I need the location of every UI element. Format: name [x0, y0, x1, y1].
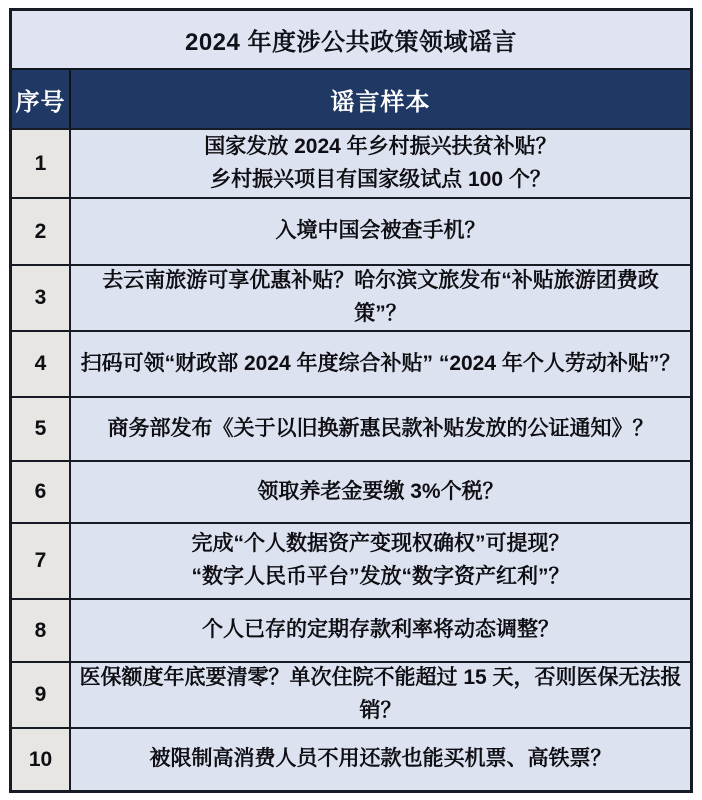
rumor-text-line: 去云南旅游可享优惠补贴？哈尔滨文旅发布“补贴旅游团费政策”？: [102, 269, 659, 325]
table-row: [12, 264, 690, 330]
rumor-text-cell: [71, 332, 690, 396]
row-index-cell: 6: [12, 462, 71, 522]
row-index-cell: 9: [12, 663, 71, 727]
row-index-cell: 4: [12, 332, 71, 396]
rumor-text-cell: [71, 462, 690, 522]
rumor-text-line: “数字人民币平台”发放“数字资产红利”？: [191, 565, 570, 588]
row-index-cell: 8: [12, 600, 71, 661]
rumor-text-cell: [71, 266, 690, 330]
rumor-text-line: 扫码可领“财政部 2024 年度综合补贴” “2024 年个人劳动补贴”？: [80, 351, 681, 375]
rumor-text-cell: [71, 729, 690, 790]
table-row: [12, 197, 690, 264]
rumor-table: [9, 8, 693, 793]
table-row: [12, 661, 690, 727]
row-index-cell: 7: [12, 524, 71, 598]
rumor-text-line: 乡村振兴项目有国家级试点 100 个？: [210, 167, 551, 191]
column-header-index: 序号: [12, 70, 71, 128]
column-header-rumor-sample: 谣言样本: [330, 88, 431, 116]
table-row: [12, 522, 690, 598]
table-row: [12, 598, 690, 661]
rumor-text-line: 领取养老金要缴 3%个税？: [257, 479, 504, 503]
rumor-text-line: 完成“个人数据资产变现权确权”可提现？: [191, 532, 570, 556]
rumor-text-line: 国家发放 2024 年乡村振兴扶贫补贴？: [204, 134, 557, 158]
rumor-text-line: 个人已存的定期存款利率将动态调整？: [202, 618, 559, 642]
table-row: [12, 460, 690, 522]
row-index-cell: 1: [12, 130, 71, 197]
rumor-text-cell: [71, 130, 690, 197]
rumor-text-cell: [71, 663, 690, 727]
row-index-cell: 10: [12, 729, 71, 790]
rumor-text-line: 商务部发布《关于以旧换新惠民款补贴发放的公证通知》？: [107, 416, 654, 440]
rumor-text-line: 被限制高消费人员不用还款也能买机票、高铁票？: [149, 747, 612, 771]
table-row: [12, 727, 690, 790]
table-body: [12, 128, 690, 790]
rumor-text-line: 医保额度年底要清零？单次住院不能超过 15 天，否则医保无法报销？: [79, 666, 682, 722]
row-index-cell: 3: [12, 266, 71, 330]
table-row: [12, 396, 690, 460]
row-index-cell: 5: [12, 398, 71, 460]
rumor-text-line: 入境中国会被查手机？: [275, 219, 486, 243]
rumor-text-cell: [71, 600, 690, 661]
table-row: [12, 330, 690, 396]
rumor-text-cell: [71, 398, 690, 460]
table-header: [12, 68, 690, 128]
table-row: [12, 128, 690, 197]
rumor-text-cell: [71, 199, 690, 264]
row-index-cell: 2: [12, 199, 71, 264]
table-title: 2024 年度涉公共政策领域谣言: [12, 11, 690, 68]
rumor-text-cell: [71, 524, 690, 598]
